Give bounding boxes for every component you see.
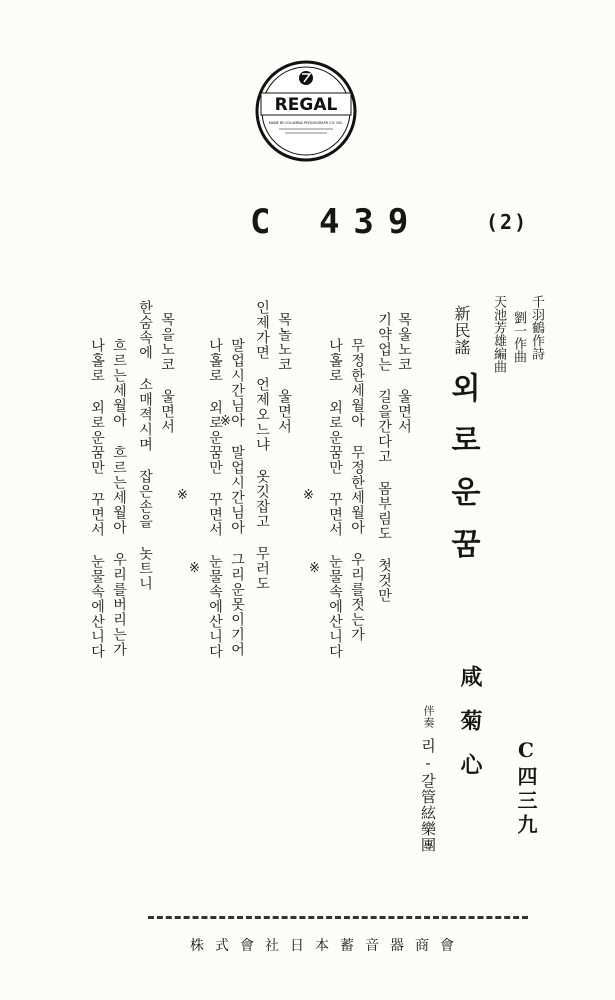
publisher-footer: 株式會社日本蓄音器商會 xyxy=(190,938,465,954)
performer-name: 리-갈管絃樂團 xyxy=(419,738,437,853)
logo-fine-print: MADE BY COLUMBIA PHONOGRAPH CO. INC. xyxy=(268,121,344,125)
genre-label: 新民謠 xyxy=(452,305,471,356)
verse-1-line-4: 나홀로 외로운꿈만 꾸면서 눈물속에산니다 xyxy=(327,338,343,659)
verse-2-line-4: 나홀로 외로운꿈만 꾸면서 눈물속에산니다 xyxy=(207,338,223,659)
lyrics-credit: 千羽鶴作詩 xyxy=(529,295,544,360)
music-credit: 劉一作曲 xyxy=(511,311,526,363)
verse-3-line-1: 목을노코 울면서 xyxy=(159,312,175,434)
verse-3-line-4: 나홀로 외로운꿈만 꾸면서 눈물속에산니다 xyxy=(89,338,105,659)
verse-2-line-2: 인제가면 언제오느냐 옷깃잡고 무러도 xyxy=(254,300,270,591)
verse-1-line-2: 기약업는 길을간다고 몸부림도 첫것만 xyxy=(376,312,392,603)
verse-3-line-3: 흐르는세월아 흐르는세월아 우리를버리는가 xyxy=(111,338,127,657)
arranger-credit: 天池芳雄編曲 xyxy=(491,295,506,373)
verse-3-line-2: 한숨속에 소매젹시며 잡은손을 놋트니 xyxy=(137,300,153,591)
side-label: (2) xyxy=(486,210,529,234)
logo-brand: REGAL xyxy=(274,95,338,115)
catalog-number-vertical: C四三九 xyxy=(514,738,538,838)
verse-2-line-3: 말업시간님아 말업시간님아 그리운못이기어 xyxy=(229,338,245,657)
credits xyxy=(478,295,548,465)
regal-logo xyxy=(255,60,357,162)
verse-2-line-1: 목놀노코 울면서 xyxy=(276,312,292,434)
separator-mark: ※ xyxy=(303,488,314,503)
catalog-number: C 439 xyxy=(250,202,423,242)
separator-mark: ※ xyxy=(189,561,200,576)
verse-1-line-1: 목울노코 울면서 xyxy=(396,312,412,434)
singer-name: 咸菊心 xyxy=(457,665,483,797)
song-title: 외로운꿈 xyxy=(445,372,480,580)
performer-label: 伴奏 xyxy=(422,705,435,729)
separator-mark: ※ xyxy=(309,561,320,576)
footer-divider xyxy=(148,916,528,919)
separator-mark: ※ xyxy=(220,414,231,429)
separator-mark: ※ xyxy=(177,488,188,503)
verse-1-line-3: 무정한세월아 무정한세월아 우리를젓는가 xyxy=(349,338,365,642)
